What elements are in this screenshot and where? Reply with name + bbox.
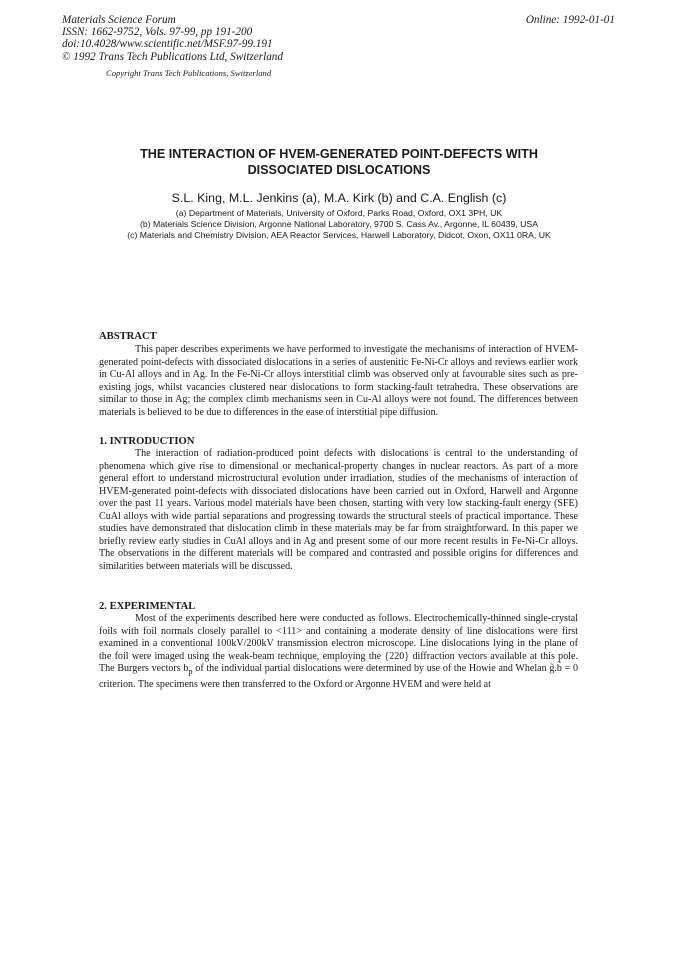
affiliation-c: (c) Materials and Chemistry Division, AEA Reactor Services, Harwell Laboratory, Didcot, Oxon, OX11 0RA, UK xyxy=(127,230,551,241)
online-date: Online: 1992-01-01 xyxy=(525,14,615,26)
introduction-heading: 1. INTRODUCTION xyxy=(99,436,195,447)
experimental-heading: 2. EXPERIMENTAL xyxy=(99,601,196,612)
burgers-vector-subscript: p xyxy=(188,667,193,677)
author-list: S.L. King, M.L. Jenkins (a), M.A. Kirk (b) and C.A. English (c) xyxy=(171,191,507,205)
abstract-text: This paper describes experiments we have performed to investigate the mechanisms of interaction of HVEM-generated point-defects with dissociated dislocations in a series of austenitic Fe-Ni-Cr alloys and reviews earlier work in Cu-Al alloys and in Ag. In the Fe-Ni-Cr alloys interstitial climb was observed only at favourable sites such as pre-existing jogs, whilst vacancies clustered near dislocations to form stacking-fault tetrahedra. These observations are similar to those in Ag; the complex climb mechanisms seen in Cu-Al alloys were not found. The differences between materials is believed to be due to differences in the ease of interstitial pipe diffusion. xyxy=(99,344,578,418)
invisibility-criterion: g̃.b̃ = 0 xyxy=(549,663,578,675)
affiliations xyxy=(96,208,582,242)
journal-name: Materials Science Forum xyxy=(62,14,176,26)
introduction-text: The interaction of radiation-produced point defects with dislocations is central to the understanding of phenomena which give rise to dimensional or mechanical-property changes in nuclear reactors. As part of a more general effort to understand microstructural evolution under irradiation, studies of the mechanisms of interaction of HVEM-generated point-defects with dissociated dislocations have been carried out in Oxford, Harwell and Argonne over the past 11 years. Various model materials have been chosen, starting with very low stacking-fault energy (SFE) CuAl alloys with wide partial separations and progressing towards the structural steels of practical importance. These studies have demonstrated that dislocation climb in these materials may be far from straightforward. In this paper we briefly review early studies in CuAl alloys and in Ag and present some of our more recent results in Fe-Ni-Cr alloys. The observations in the different materials will be compared and contrasted and possible origins for differences and similarities between materials will be discussed. xyxy=(99,448,578,572)
paper-title xyxy=(60,147,618,178)
experimental-text-part-2: of the individual partial dislocations were determined by use of the Howie and Whelan xyxy=(192,663,550,675)
experimental-text xyxy=(99,613,578,691)
affiliation-b: (b) Materials Science Division, Argonne National Laboratory, 9700 S. Cass Av., Argonne, IL 60439, USA xyxy=(139,219,539,230)
experimental-text-part-1: Most of the experiments described here were conducted as follows. Electrochemically-thinned single-crystal foils with foil normals closely parallel to <111> and containing a moderate density of line dislocations were first examined in a conventional 100kV/200kV transmission electron microscope. Line dislocations lying in the plane of the foil were imaged using the weak-beam technique, employing the {220} diffraction vectors available at this pole. The Burgers vectors xyxy=(99,613,578,675)
burgers-vector-symbol: b xyxy=(183,663,189,675)
copyright-notice: Copyright Trans Tech Publications, Switzerland xyxy=(106,68,272,78)
doi-line: doi:10.4028/www.scientific.net/MSF.97-99.191 xyxy=(62,38,273,51)
journal-header xyxy=(62,14,283,63)
title-line-1: THE INTERACTION OF HVEM-GENERATED POINT-DEFECTS WITH xyxy=(140,147,538,161)
affiliation-a: (a) Department of Materials, University of Oxford, Parks Road, Oxford, OX1 3PH, UK xyxy=(175,208,503,218)
title-line-2: DISSOCIATED DISLOCATIONS xyxy=(247,162,431,177)
abstract-heading: ABSTRACT xyxy=(99,331,157,342)
issn-line: ISSN: 1662-9752, Vols. 97-99, pp 191-200 xyxy=(62,26,253,39)
introduction-body xyxy=(99,448,578,573)
experimental-body xyxy=(99,613,578,691)
abstract-body xyxy=(99,344,578,419)
experimental-text-part-3: criterion. The specimens were then transferred to the Oxford or Argonne HVEM and were held at xyxy=(99,678,491,690)
publisher-line: © 1992 Trans Tech Publications Ltd, Switzerland xyxy=(62,50,283,63)
